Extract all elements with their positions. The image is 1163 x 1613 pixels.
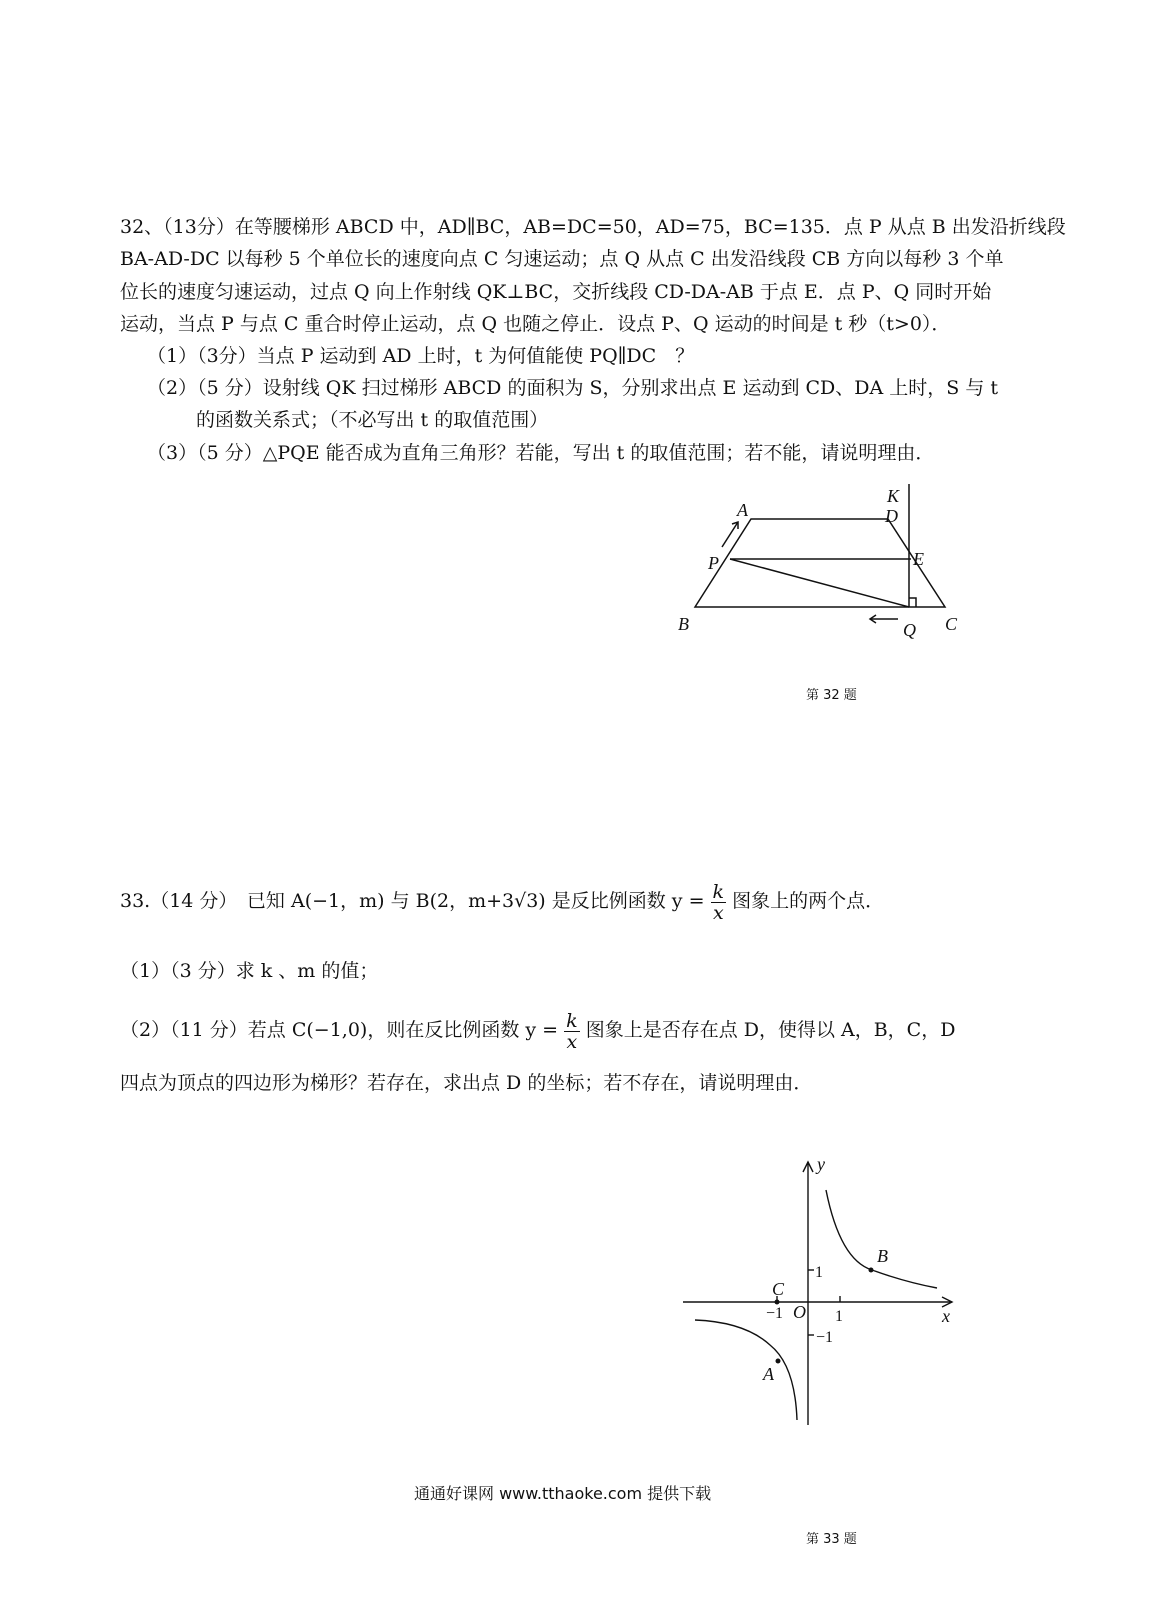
hyperbola-branch-lower [695,1320,797,1420]
q32-part-2a: （2）（5 分）设射线 QK 扫过梯形 ABCD 的面积为 S，分别求出点 E 运动到 CD、DA 上时，S 与 t [147,377,998,399]
q32-line-4: 运动，当点 P 与点 C 重合时停止运动，点 Q 也随之停止．设点 P、Q 运动的时间是 t 秒（t>0）． [120,313,951,335]
label-e: E [913,549,924,569]
hyperbola-branch-upper [826,1190,937,1288]
segment-pq [730,559,909,607]
q32-part-1: （1）（3分）当点 P 运动到 AD 上时，t 为何值能使 PQ∥DC ？ [147,345,695,367]
arrow-q-head [870,615,876,623]
point-c [775,1300,780,1305]
right-angle-mark [909,598,916,607]
fraction-numerator: k [712,880,725,903]
label-x-axis: x [942,1306,950,1326]
label-k: K [887,486,900,506]
tick-label-y-neg1: −1 [816,1329,834,1346]
q33-intro-text-end: 图象上的两个点． [732,890,885,912]
label-c: C [945,614,958,634]
label-y-axis: y [817,1154,825,1174]
q33-part-2-fraction [564,1011,580,1052]
label-origin: O [793,1302,806,1322]
y-axis-arrow [803,1162,813,1172]
label-point-a: A [763,1364,774,1384]
q33-part-2 [120,1010,955,1070]
q32-line-3: 位长的速度匀速运动，过点 Q 向上作射线 QK⊥BC，交折线段 CD-DA-AB 于点 E．点 P、Q 同时开始 [120,281,992,303]
label-point-c: C [772,1279,785,1299]
point-a [776,1359,781,1364]
arrow-p-head [732,522,738,529]
tick-label-x-1: 1 [835,1308,843,1325]
q32-line-1: 32、（13分）在等腰梯形 ABCD 中，AD∥BC，AB=DC=50，AD=75，BC=135．点 P 从点 B 出发沿折线段 [120,216,1066,238]
figure-32-caption: 第 32 题 [806,688,857,703]
tick-label-x-neg1: −1 [766,1305,784,1322]
q33-part-2-text-end: 图象上是否存在点 D，使得以 A，B，C，D [585,1019,956,1041]
label-p: P [708,553,719,573]
q32-line-2: BA-AD-DC 以每秒 5 个单位长的速度向点 C 匀速运动；点 Q 从点 C 出发沿线段 CB 方向以每秒 3 个单 [120,248,1004,270]
q33-intro [120,881,884,941]
label-a: A [737,500,748,520]
q33-part-2c: 四点为顶点的四边形为梯形？若存在，求出点 D 的坐标；若不存在，请说明理由． [120,1072,813,1094]
q32-part-3: （3）（5 分）△PQE 能否成为直角三角形？若能，写出 t 的取值范围；若不能，请说明理由． [147,442,935,464]
tick-label-y-1: 1 [815,1264,823,1281]
q32-part-2b: 的函数关系式；（不必写出 t 的取值范围） [196,409,549,431]
label-q: Q [903,620,916,640]
q33-intro-text: 33.（14 分） 已知 A(−1，m) 与 B(2，m+3√3) 是反比例函数 y = [120,890,705,912]
label-b: B [678,614,689,634]
fraction-numerator: k [566,1009,578,1032]
figure-33-caption: 第 33 题 [806,1532,857,1547]
x-axis-arrow [942,1297,952,1307]
fraction-denominator: x [566,1030,578,1053]
fraction-denominator: x [712,901,724,924]
q33-fraction-k-over-x [711,882,727,923]
footer-credit: 通通好课网 www.tthaoke.com 提供下载 [414,1484,712,1503]
trapezoid-abcd [695,519,945,607]
label-d: D [885,506,898,526]
point-b [869,1268,874,1273]
arrow-p-direction [722,522,738,547]
q33-part-1: （1）（3 分）求 k 、m 的值； [120,960,379,982]
label-point-b: B [877,1246,888,1266]
q33-part-2-text: （2）（11 分）若点 C(−1,0)，则在反比例函数 y = [120,1019,559,1041]
